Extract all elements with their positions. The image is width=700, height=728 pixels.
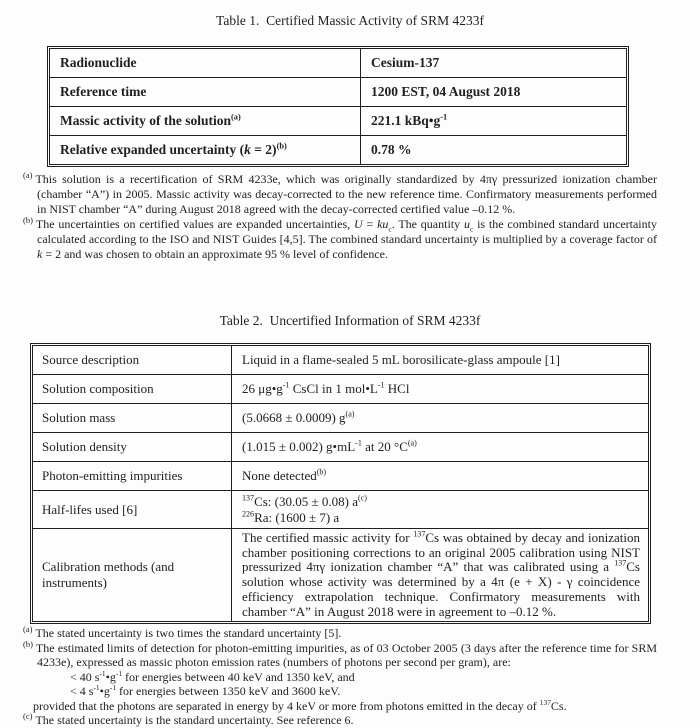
footnote-text: This solution is a recertification of SRM 4233e, which was originally standardized by 4πγ pressurized ionization chamber (chamber “A”) in 2005. Massic activity was decay-corrected to the new reference time. Confirmatory measurements performed in NIST chamber “A” during August 2018 agreed with the decay-corrected certified value –0.12 %. bbox=[35, 172, 657, 216]
table-row bbox=[33, 462, 649, 491]
footnote-marker: (b) bbox=[23, 215, 33, 225]
table2-value-solution-composition: 26 $\mu g•g^{-1}$ CsCl in 1 $mol•L^{-1}$ HCl bbox=[232, 375, 649, 404]
table1-value-radionuclide: Cesium-137 bbox=[361, 49, 627, 78]
footnote-text: The stated uncertainty is two times the standard uncertainty [5]. bbox=[35, 626, 342, 640]
table2-label-solution-composition: Solution composition bbox=[33, 375, 232, 404]
table-row bbox=[50, 107, 627, 136]
table2-label-photon-impurities: Photon-emitting impurities bbox=[33, 462, 232, 491]
footnote-proviso: provided that the photons are separated in energy by 4 keV or more from photons emitted in the decay of $^{137}$Cs. bbox=[33, 697, 567, 713]
table2-value-calibration-methods: The certified massic activity for $^{137}$Cs was obtained by decay and ionization chamber positioning corrections to an original 2005 calibration using NIST pressurized 4πγ ionization chamber “A” that was calibrated using a $^{137}$Cs solution whose activity was determined by a 4π (e + X) - γ coincidence efficiency extrapolation technique. Confirmatory measurements with chamber “A” in August 2018 were in agreement to –0.12 %. bbox=[232, 529, 649, 622]
table2-label-source-description: Source description bbox=[33, 346, 232, 375]
table2-label-solution-density: Solution density bbox=[33, 433, 232, 462]
table-row bbox=[50, 49, 627, 78]
table1-footnotes bbox=[23, 172, 657, 262]
footnote-marker: (b) bbox=[23, 638, 33, 649]
table2-label-solution-mass: Solution mass bbox=[33, 404, 232, 433]
footnote-marker: (a) bbox=[23, 170, 33, 180]
footnote-text: The uncertainties on certified values are expanded uncertainties, $U = ku_c$. The quantity $u_c$ is the combined standard uncertainty calculated according to the ISO and NIST Guides [4,5]. The combined standard uncertainty is multiplied by a coverage factor of k = 2 and was chosen to obtain an approximate 95 % level of confidence. bbox=[35, 217, 657, 261]
table2-grid bbox=[32, 345, 649, 622]
table-row bbox=[33, 491, 649, 529]
footnote-detection-limit-1: < 40 $s^{-1}•g^{-1}$ for energies between 40 keV and 1350 keV, and bbox=[70, 668, 355, 684]
table2-value-solution-mass: (5.0668 ± 0.0009) $g^{(a)}$ bbox=[232, 404, 649, 433]
table1-value-reference-time: 1200 EST, 04 August 2018 bbox=[361, 78, 627, 107]
table1-label-uncertainty: Relative expanded uncertainty (k = 2)$^{(b)}$ bbox=[50, 136, 361, 165]
footnote-marker: (c) bbox=[23, 711, 33, 721]
table1-grid bbox=[49, 48, 627, 165]
table-row bbox=[33, 346, 649, 375]
table1 bbox=[47, 46, 629, 167]
footnote-text: The stated uncertainty is the standard uncertainty. See reference 6. bbox=[35, 713, 354, 727]
table-row bbox=[50, 136, 627, 165]
table2-caption: Table 2. Uncertified Information of SRM 4233f bbox=[219, 313, 481, 328]
footnote-1b bbox=[23, 217, 657, 262]
footnote-2a bbox=[23, 626, 657, 641]
table1-caption: Table 1. Certified Massic Activity of SRM 4233f bbox=[216, 13, 484, 28]
footnote-detection-limit-2: < 4 $s^{-1}•g^{-1}$ for energies between 1350 keV and 3600 keV. bbox=[70, 683, 341, 698]
table2-value-solution-density: (1.015 ± 0.002) $g•mL^{-1}$ at 20 $^\circ C^{(a)}$ bbox=[232, 433, 649, 462]
table2-value-half-lifes: $^{137}$Cs: (30.05 ± 0.08) $a^{(c)}$ $^{226}$Ra: (1600 ± 7) a bbox=[232, 491, 649, 529]
table2 bbox=[30, 343, 651, 624]
table1-value-massic-activity: 221.1 $kBq•g^{-1}$ bbox=[361, 107, 627, 136]
table2-footnotes bbox=[23, 626, 657, 728]
table-row bbox=[33, 375, 649, 404]
table1-value-uncertainty: 0.78 % bbox=[361, 136, 627, 165]
table-row bbox=[33, 433, 649, 462]
table2-value-photon-impurities: None detected$^{(b)}$ bbox=[232, 462, 649, 491]
table-row bbox=[33, 529, 649, 622]
footnote-2c bbox=[23, 713, 657, 728]
footnote-1a bbox=[23, 172, 657, 217]
table2-value-source-description: Liquid in a flame-sealed 5 mL borosilicate-glass ampoule [1] bbox=[232, 346, 649, 375]
table1-label-reference-time: Reference time bbox=[50, 78, 361, 107]
footnote-2b bbox=[23, 638, 657, 714]
table-row bbox=[50, 78, 627, 107]
table-row bbox=[33, 404, 649, 433]
table1-label-radionuclide: Radionuclide bbox=[50, 49, 361, 78]
table2-label-calibration-methods: Calibration methods (and instruments) bbox=[33, 529, 232, 622]
footnote-text: The estimated limits of detection for photon-emitting impurities, as of 03 October 2005 (3 days after the reference time for SRM 4233e), expressed as massic photon emission rates (numbers of photons per second per gram), are: bbox=[35, 640, 657, 669]
table2-label-half-lifes: Half-lifes used [6] bbox=[33, 491, 232, 529]
footnote-marker: (a) bbox=[23, 624, 33, 634]
table1-label-massic-activity: Massic activity of the solution$^{(a)}$ bbox=[50, 107, 361, 136]
